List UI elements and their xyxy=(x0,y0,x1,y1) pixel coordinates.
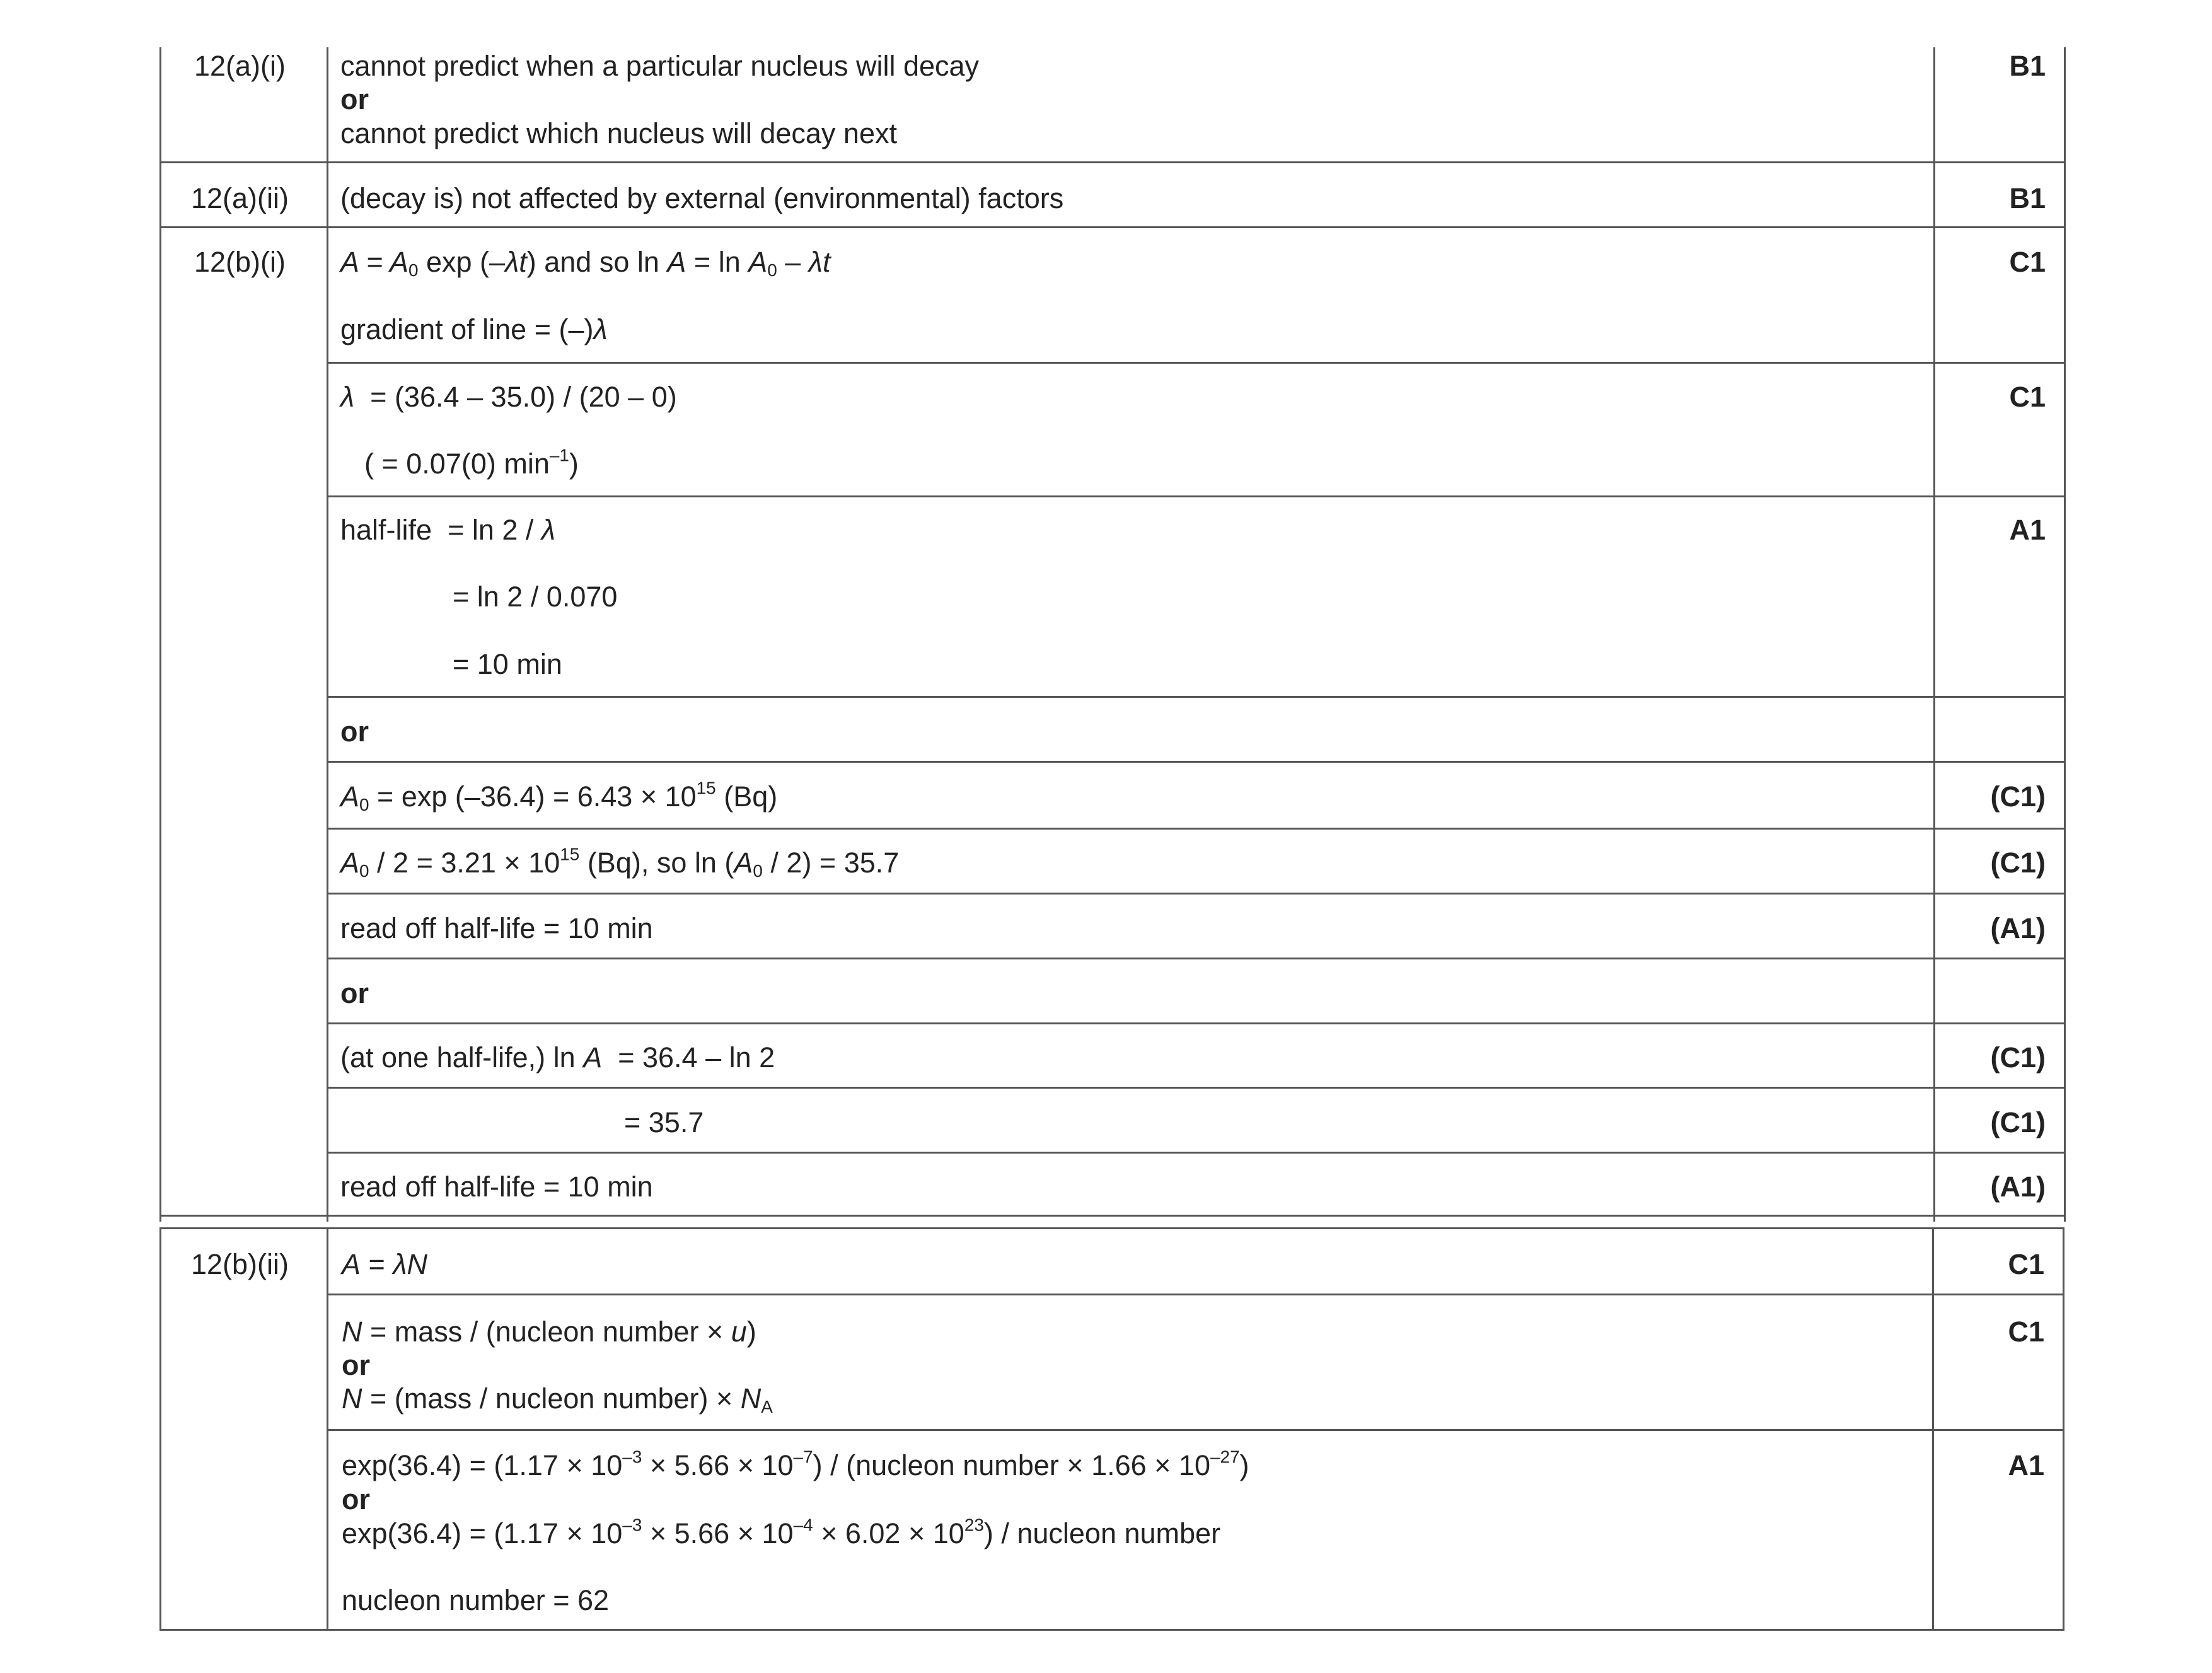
mark-code: A1 xyxy=(2009,514,2046,546)
answer-line: = 35.7 xyxy=(624,1106,704,1138)
mark-code: (A1) xyxy=(1990,1171,2046,1203)
mark-code: B1 xyxy=(2009,50,2046,82)
mark-code: (A1) xyxy=(1990,912,2046,944)
answer-line-a0: $A_0 = \exp (-36.4) = 6.43 \times 10^{15}$ (Bq) xyxy=(340,778,778,814)
mark-code: (C1) xyxy=(1990,780,2046,813)
answer-line-exp-equation-alt: $\exp(36.4) = (1.17 \times 10^{-3} \times 5.66 \times 10^{-4} \times 6.02 \times 10^{23})$ / nucleon number xyxy=(342,1515,1221,1549)
answer-line-nucleon-number: nucleon number = 62 xyxy=(342,1584,610,1616)
row-divider xyxy=(327,696,2066,698)
row-divider xyxy=(327,1294,2064,1295)
table-border-bottom xyxy=(159,1215,2066,1217)
or-separator: or xyxy=(342,1349,370,1381)
row-divider xyxy=(327,893,2066,894)
mark-code: B1 xyxy=(2009,182,2046,214)
row-divider xyxy=(327,1429,2064,1431)
mark-code: A1 xyxy=(2008,1449,2044,1481)
answer-line-decay-equation: $A = A_0$ exp (–λt) and so $\ln A = \ln A_0 - \lambda t$ xyxy=(340,246,831,280)
question-number: 12(a)(ii) xyxy=(190,182,289,214)
mark-code: C1 xyxy=(2009,246,2046,278)
mark-code: (C1) xyxy=(1990,847,2046,879)
row-divider xyxy=(327,828,2066,830)
mark-code: (C1) xyxy=(1990,1041,2046,1074)
mark-code: C1 xyxy=(2008,1316,2044,1348)
or-separator: or xyxy=(340,83,369,115)
row-divider xyxy=(327,362,2066,364)
or-separator: or xyxy=(340,977,369,1009)
question-number: 12(a)(i) xyxy=(194,50,286,82)
answer-line-gradient: gradient of line = (–)λ xyxy=(340,313,608,345)
answer-line-ln-a: (at one half-life,) ln A = 36.4 – ln 2 xyxy=(340,1041,775,1074)
mark-code: C1 xyxy=(2008,1248,2044,1280)
table-border-right xyxy=(2064,47,2066,1222)
answer-line: = 10 min xyxy=(453,648,562,680)
answer-line-half-life: half-life = ln 2 / λ xyxy=(340,514,556,546)
answer-line-lambda: λ = (36.4 – 35.0) / (20 – 0) xyxy=(340,381,677,413)
row-divider xyxy=(159,161,2066,163)
table-border-left xyxy=(159,47,161,1222)
column-divider-question xyxy=(327,47,328,1222)
row-divider xyxy=(159,226,2066,228)
table-border-top xyxy=(159,1227,2064,1229)
row-divider xyxy=(327,958,2066,959)
or-separator: or xyxy=(340,715,369,748)
answer-line: cannot predict which nucleus will decay next xyxy=(340,117,897,149)
mark-code: (C1) xyxy=(1990,1106,2046,1138)
table-border-bottom xyxy=(159,1629,2064,1631)
answer-line-exp-equation: $\exp(36.4) = (1.17 \times 10^{-3} \times 5.66 \times 10^{-7})$ / (nucleon number × $1.66 \times 10^{-27}$) xyxy=(342,1447,1249,1481)
answer-line-lambda-value: ( = 0.07(0) $\min^{-1}$) xyxy=(364,445,579,480)
row-divider xyxy=(327,495,2066,497)
answer-line: read off half-life = 10 min xyxy=(340,1171,653,1203)
answer-line-activity: A = λN xyxy=(342,1248,427,1280)
mark-code: C1 xyxy=(2009,381,2046,413)
row-divider xyxy=(327,1022,2066,1024)
answer-line: (decay is) not affected by external (environmental) factors xyxy=(340,182,1064,214)
answer-line-number-of-nuclei: N = mass / (nucleon number × u) xyxy=(342,1316,756,1348)
answer-line: = ln 2 / 0.070 xyxy=(453,581,618,613)
answer-line-number-of-nuclei-alt: N = (mass / nucleon number) × $N_A$ xyxy=(342,1382,773,1416)
answer-line-a0-half: $A_0 / 2 = 3.21 \times 10^{15}$ (Bq), so $\ln (A_0 / 2) = 35.7$ xyxy=(340,844,900,881)
answer-line: cannot predict when a particular nucleus will decay xyxy=(340,50,980,82)
question-number: 12(b)(i) xyxy=(194,246,286,278)
question-number: 12(b)(ii) xyxy=(190,1248,289,1280)
answer-line: read off half-life = 10 min xyxy=(340,912,653,944)
table-border-left xyxy=(159,1227,161,1631)
or-separator: or xyxy=(342,1483,370,1515)
row-divider xyxy=(327,761,2066,763)
row-divider xyxy=(327,1087,2066,1089)
row-divider xyxy=(327,1152,2066,1154)
